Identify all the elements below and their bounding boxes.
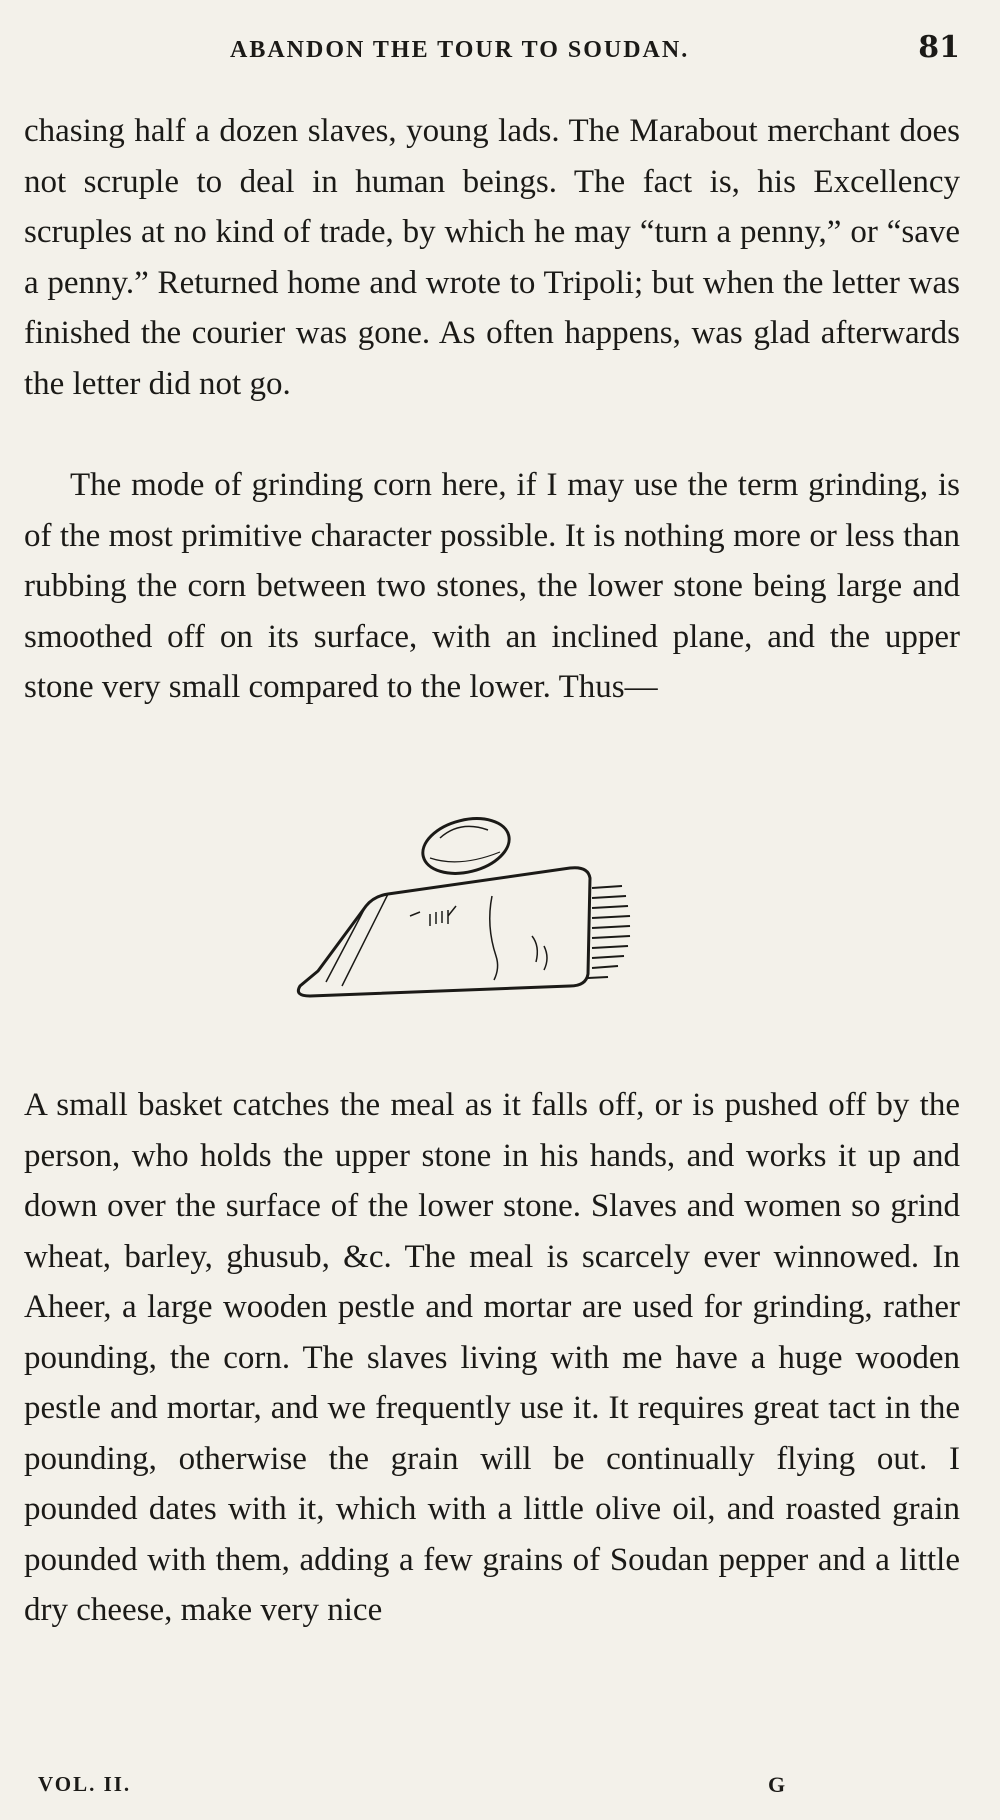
volume-label: VOL. II. [38,1772,132,1796]
grinding-stone-icon [270,796,690,1026]
page-number: 81 [918,30,960,65]
page-footer [38,1772,960,1802]
page-header [230,30,960,65]
running-head: ABANDON THE TOUR TO SOUDAN. [230,37,690,63]
paragraph-basket-and-mortar: A small basket catches the meal as it falls off, or is pushed off by the person, who holds the upper stone in his hands, and works it up and down over the surface of the lower stone. Slaves and women so grind wheat, barley, ghusub, &c. The meal is scarcely ever winnowed. In Aheer, a large wooden pestle and mortar are used for grinding, rather pounding, the corn. The slaves living with me have a huge wooden pestle and mortar, and we frequently use it. It requires great tact in the pounding, otherwise the grain will be continually flying out. I pounded dates with it, which with a little olive oil, and roasted grain pounded with them, adding a few grains of Soudan pepper and a little dry cheese, make very nice [24,1087,960,1628]
lower-stone [298,868,590,996]
upper-stone [417,810,515,882]
paragraph-grinding-corn: The mode of grinding corn here, if I may use the term grinding, is of the most primitive character possible. It is nothing more or less than rubbing the corn between two stones, the lower stone being large and smoothed off on its surface, with an inclined plane, and the upper stone very small compared to the lower. Thus— [24,467,960,705]
stone-shading [588,886,630,978]
signature-mark: G [768,1772,786,1797]
grinding-stone-illustration [270,796,690,1026]
paragraph-slaves: chasing half a dozen slaves, young lads. The Marabout merchant does not scruple to deal in human beings. The fact is, his Excellency scruples at no kind of trade, by which he may “turn a penny,” or “save a penny.” Returned home and wrote to Tripoli; but when the letter was finished the courier was gone. As often happens, was glad afterwards the letter did not go. [24,113,960,402]
